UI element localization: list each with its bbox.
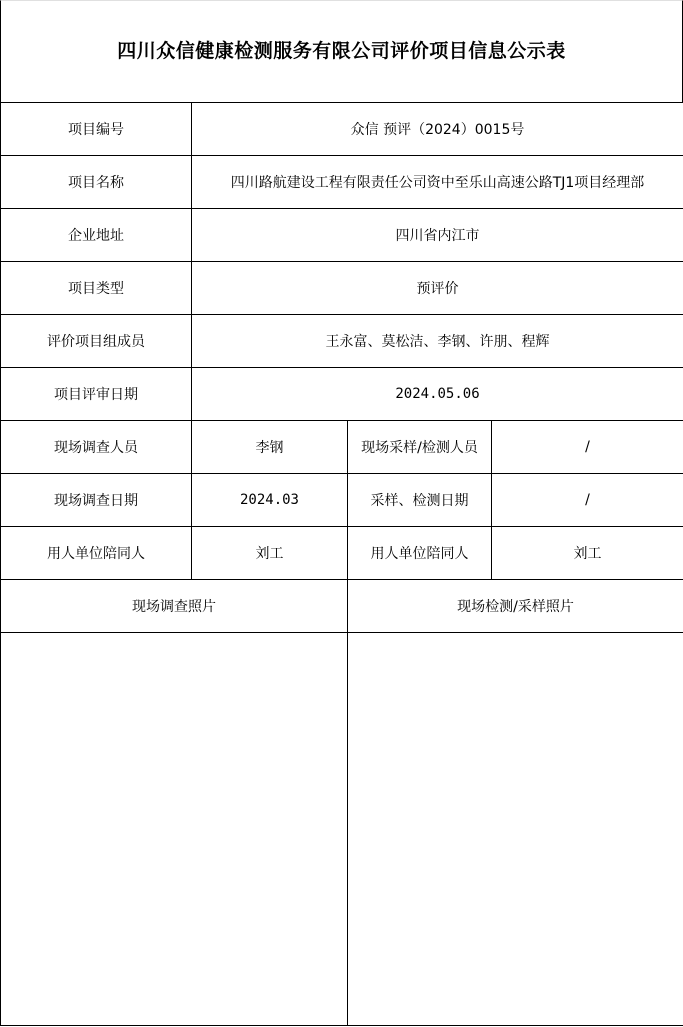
table-row xyxy=(1,103,683,156)
table-row xyxy=(1,368,683,421)
table-row xyxy=(1,527,683,580)
survey-photos-header: 现场调查照片 xyxy=(1,580,348,633)
label-survey-date: 现场调查日期 xyxy=(1,474,192,527)
label-survey-staff: 现场调查人员 xyxy=(1,421,192,474)
survey-photos-area xyxy=(1,633,348,1026)
label-escort-1: 用人单位陪同人 xyxy=(1,527,192,580)
label-sampling-date: 采样、检测日期 xyxy=(348,474,492,527)
title-box xyxy=(0,0,683,103)
value-escort-1: 刘工 xyxy=(192,527,348,580)
value-sampling-date: / xyxy=(492,474,683,527)
value-escort-2: 刘工 xyxy=(492,527,683,580)
value-sampling-staff: / xyxy=(492,421,683,474)
value-survey-date: 2024.03 xyxy=(192,474,348,527)
value-team-members: 王永富、莫松洁、李钢、许朋、程辉 xyxy=(192,315,683,368)
sampling-photos-area xyxy=(348,633,683,1026)
sampling-photos-header: 现场检测/采样照片 xyxy=(348,580,683,633)
label-review-date: 项目评审日期 xyxy=(1,368,192,421)
table-row xyxy=(1,421,683,474)
table-row xyxy=(1,156,683,209)
page-title: 四川众信健康检测服务有限公司评价项目信息公示表 xyxy=(117,39,566,62)
info-table xyxy=(0,102,683,1026)
table-row xyxy=(1,315,683,368)
table-row xyxy=(1,209,683,262)
table-row xyxy=(1,262,683,315)
label-project-type: 项目类型 xyxy=(1,262,192,315)
photo-body-row xyxy=(1,633,683,1026)
value-company-address: 四川省内江市 xyxy=(192,209,683,262)
value-survey-staff: 李钢 xyxy=(192,421,348,474)
label-team-members: 评价项目组成员 xyxy=(1,315,192,368)
value-project-name: 四川路航建设工程有限责任公司资中至乐山高速公路TJ1项目经理部 xyxy=(192,156,683,209)
value-project-type: 预评价 xyxy=(192,262,683,315)
label-project-name: 项目名称 xyxy=(1,156,192,209)
photo-header-row xyxy=(1,580,683,633)
label-project-number: 项目编号 xyxy=(1,103,192,156)
label-escort-2: 用人单位陪同人 xyxy=(348,527,492,580)
label-sampling-staff: 现场采样/检测人员 xyxy=(348,421,492,474)
table-row xyxy=(1,474,683,527)
value-project-number: 众信 预评（2024）0015号 xyxy=(192,103,683,156)
value-review-date: 2024.05.06 xyxy=(192,368,683,421)
label-company-address: 企业地址 xyxy=(1,209,192,262)
